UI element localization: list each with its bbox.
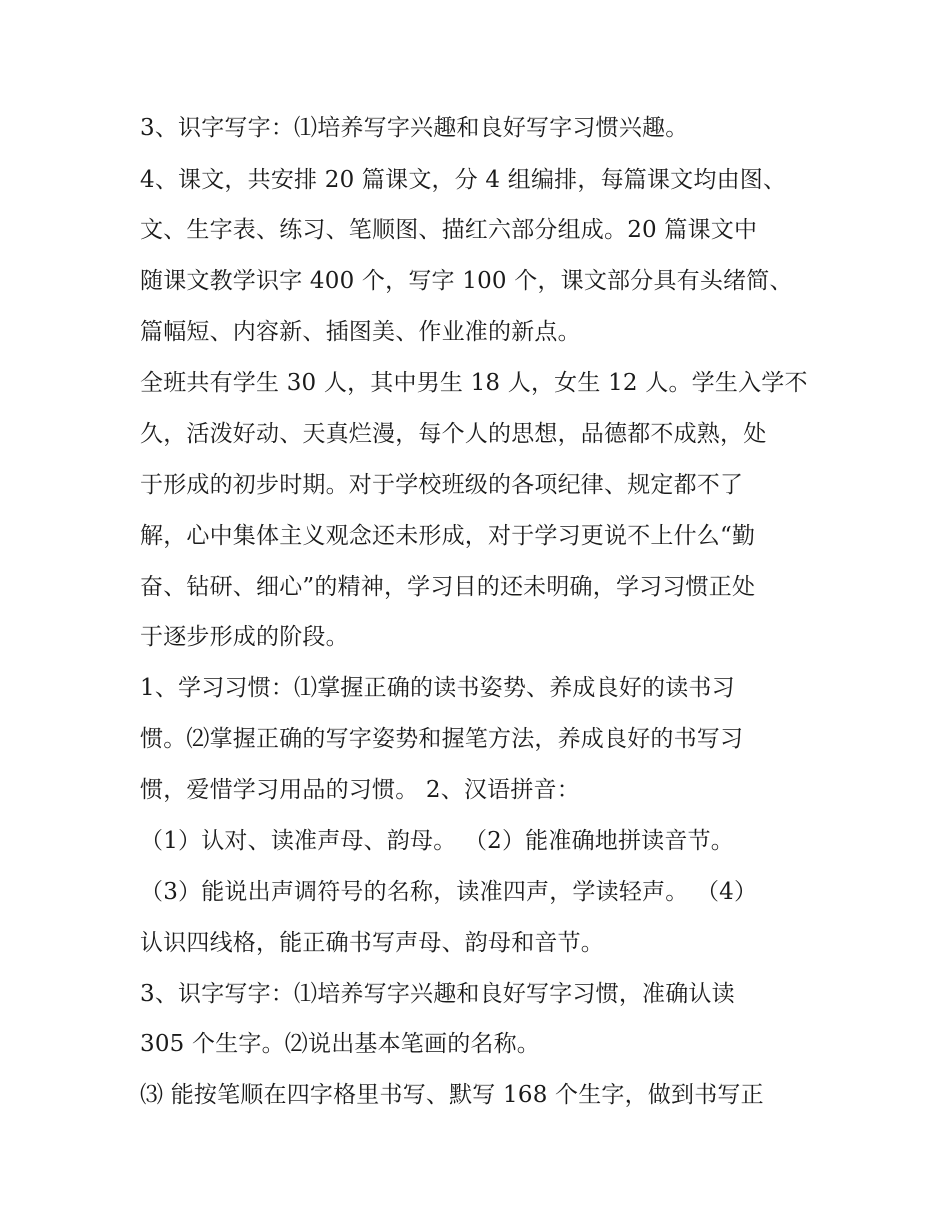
text-line: 解，心中集体主义观念还未形成，对于学习更说不上什么“勤 — [140, 523, 756, 549]
text-line: 随课文教学识字 400 个，写字 100 个，课文部分具有头绪简、 — [140, 268, 793, 294]
text-line: 4、课文，共安排 20 篇课文，分 4 组编排，每篇课文均由图、 — [140, 167, 787, 193]
text-line: 篇幅短、内容新、插图美、作业准的新点。 — [140, 319, 581, 345]
text-line: （3）能说出声调符号的名称，读准四声，学读轻声。 （4） — [140, 879, 758, 905]
text-line: 文、生字表、练习、笔顺图、描红六部分组成。20 篇课文中 — [140, 217, 758, 243]
text-line: （1）认对、读准声母、韵母。 （2）能准确地拼读音节。 — [140, 828, 734, 854]
text-line: 全班共有学生 30 人，其中男生 18 人，女生 12 人。学生入学不 — [140, 370, 808, 396]
text-line: 于逐步形成的阶段。 — [140, 624, 349, 650]
text-line: 久，活泼好动、天真烂漫，每个人的思想，品德都不成熟，处 — [140, 421, 767, 447]
text-line: 3、识字写字：⑴培养写字兴趣和良好写字习惯兴趣。 — [140, 115, 689, 141]
text-line: 奋、钻研、细心”的精神，学习目的还未明确，学习习惯正处 — [140, 574, 756, 600]
text-line: 惯，爱惜学习用品的习惯。 2、汉语拼音： — [140, 777, 580, 803]
text-line: 305 个生字。⑵说出基本笔画的名称。 — [140, 1031, 541, 1057]
text-line: 3、识字写字：⑴培养写字兴趣和良好写字习惯，准确认读 — [140, 981, 735, 1007]
text-line: 认识四线格，能正确书写声母、韵母和音节。 — [140, 930, 604, 956]
text-line: ⑶ 能按笔顺在四字格里书写、默写 168 个生字，做到书写正 — [140, 1082, 764, 1108]
text-line: 1、学习习惯：⑴掌握正确的读书姿势、养成良好的读书习 — [140, 675, 735, 701]
text-line: 惯。⑵掌握正确的写字姿势和握笔方法，养成良好的书写习 — [140, 726, 744, 752]
text-line: 于形成的初步时期。对于学校班级的各项纪律、规定都不了 — [140, 472, 744, 498]
